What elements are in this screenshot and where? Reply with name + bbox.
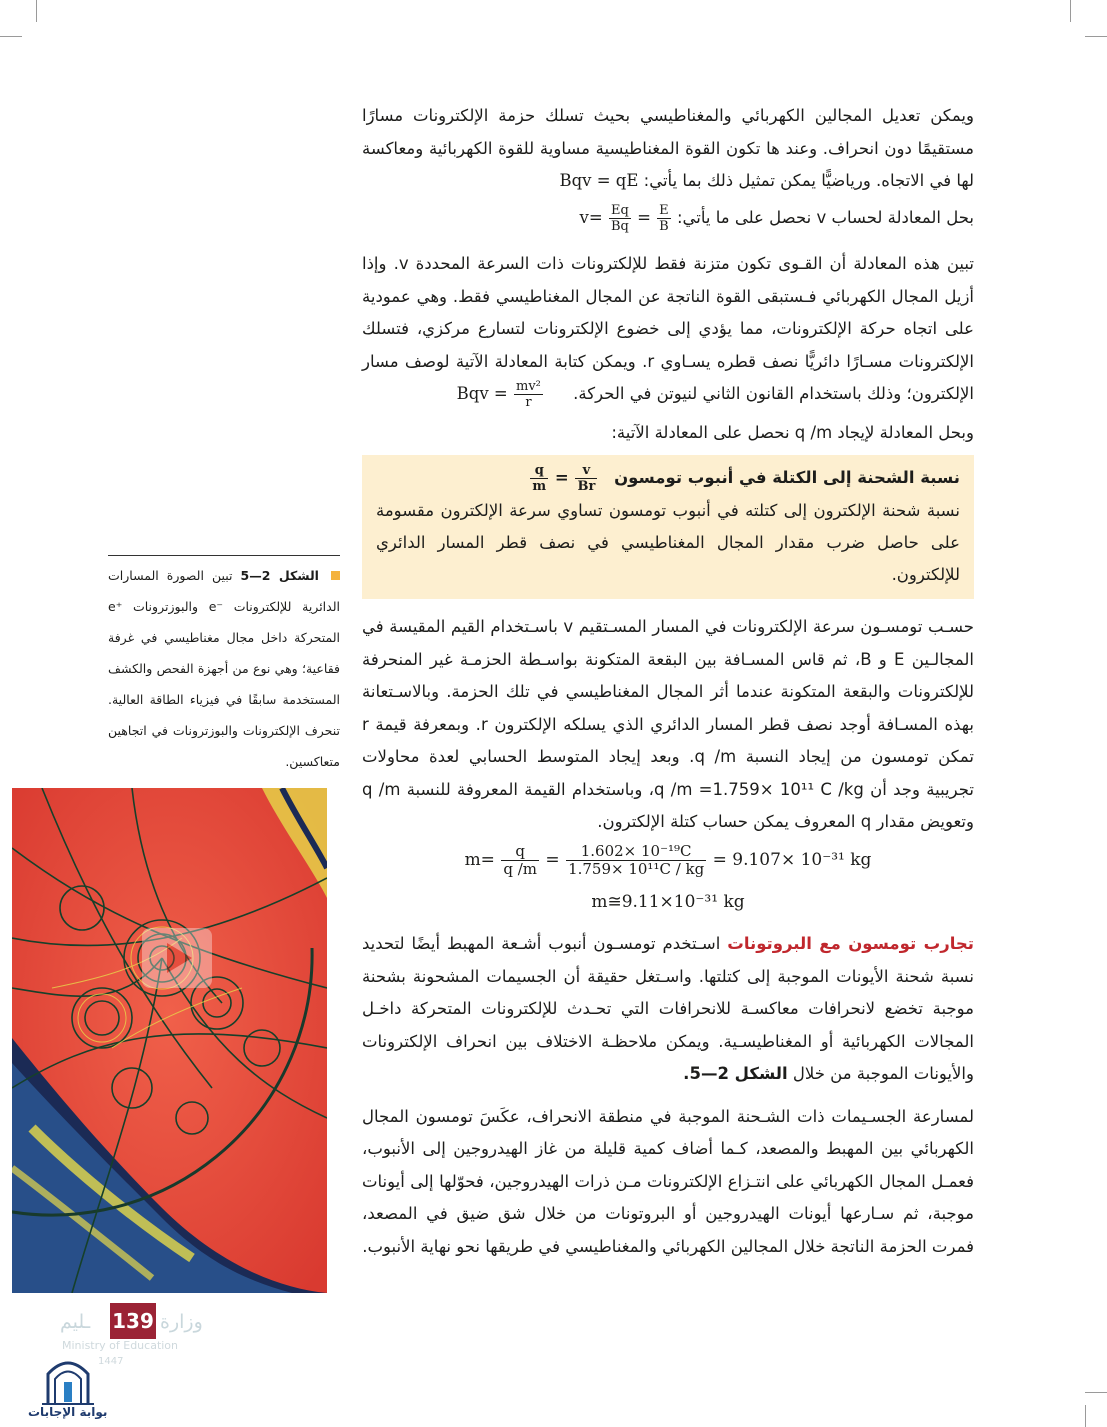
equation-force-balance: Bqv = qE (559, 171, 639, 190)
figure-caption (108, 555, 340, 777)
equation-charge-mass-ratio: $\frac{q}{m}$ = $\frac{v}{Br}$ (532, 463, 596, 494)
page-number: 139 (110, 1303, 156, 1339)
ministry-watermark-en: Ministry of Education (62, 1339, 179, 1352)
fraction-q-over-qm: $\frac{q}{q /m}$ (503, 841, 537, 878)
paragraph-5: حسـب تومسـون سرعة الإلكترونات في المسار المسـتقيم v باسـتخدام القيم المقيسة في المجالـين E و B، ثم قاس المسـافة بين البقعة المتكونة بواسـطة الحزمـة غير المنحرفة للإلكترونات والبقعة المتكونة عندما أثر المجال المغناطيسي في تلك الحزمة. وبالاسـتعانة بهذه المسـافة أوجد نصف قطر المسار الدائري الذي يسلكه الإلكترون r. وبمعرفة قيمة r تمكن تومسون من إيجاد النسبة q /m. وبعد إيجاد المتوسط الحسابي لعدة محاولات تجريبية وجد أن q /m =1.759× 10¹¹ C /kg، وباستخدام القيمة المعروفة للنسبة q /m وتعويض مقدار q المعروف يمكن حساب كتلة الإلكترون. (362, 617, 974, 831)
bubble-chamber-photo (12, 788, 327, 1293)
paragraph-7: لمسارعة الجسـيمات ذات الشـحنة الموجبة في منطقة الانحراف، عكَسَ تومسون المجال الكهربائي بين المهبط والمصعد، كـما أضاف كمية قليلة من غاز الهيدروجين إلى الأنبوب، فعمـل المجال الكهربائي على انتـزاع الإلكترونات مـن ذرات الهيدروجين، فحوّلها إلى أيونات موجبة، ثم سـارعها أيونات الهيدروجين أو البروتونات من خلال شق ضيق في المصعد، فمرت الحزمة الناتجة خلال المجالين الكهربائي والمغناطيسي في طريقها نحو نهاية الأنبوب. (362, 1106, 974, 1256)
fraction-e-b: $\frac{E}{B}$ (659, 202, 669, 234)
paragraph-6: تجارب تومسون مع البروتونات اسـتخدم تومسـون أنبوب أشـعة المهبط أيضًا لتحديد نسبة شحنة الأيونات الموجبة إلى كتلتها. واسـتغل حقيقة أن الجسيمات المشحونة بشحنة موجبة تخضع لانحرافات معاكسـة للانحرافات التي تحـدث للإلكترونات المتحركة داخـل المجالات الكهربائية أو المغناطيسـية. ويمكن ملاحظـة الاختلاف بين انحراف الإلكترونات والأيونات الموجبة من خلال الشكل 2—5. (362, 934, 974, 1083)
paragraph-3 (362, 248, 974, 411)
fraction-mv2-r: $\frac{\text{mv²}}{r}$ (516, 379, 541, 410)
paragraph-2 (362, 202, 974, 235)
crop-mark (1085, 1405, 1086, 1427)
fraction-eq-bq: $\frac{Eq}{Bq}$ (610, 202, 629, 234)
ministry-watermark-2: وزارة (160, 1311, 203, 1333)
paragraph-2-text: بحل المعادلة لحساب v نحصل على ما يأتي: (676, 207, 974, 227)
caption-label: الشكل 2—5 (240, 568, 319, 583)
key-equation-description: نسبة شحنة الإلكترون إلى كتلته في أنبوب تومسون تساوي سرعة الإلكترون مقسومة على حاصل ضرب مقدار المجال المغناطيسي في نصف قطر المسار الدائري للإلكترون. (376, 501, 960, 584)
main-text-column (362, 100, 974, 1263)
equation-electron-mass-approx: m≅9.11×10⁻³¹ kg (591, 891, 745, 912)
answers-portal-logo-text: بوابة الإجابات (28, 1405, 108, 1419)
crop-mark (1085, 36, 1107, 37)
spacer (362, 234, 974, 248)
equation-newton: Bqv = $\frac{\text{mv²}}{r}$ (456, 379, 541, 410)
crop-mark (1085, 1392, 1107, 1393)
caption-marker-icon (331, 571, 340, 580)
paragraph-4: وبحل المعادلة لإيجاد q /m نحصل على المعادلة الآتية: (611, 422, 974, 442)
ministry-watermark: ـليم (60, 1311, 91, 1333)
crop-mark (1070, 0, 1071, 22)
equation-electron-mass: m= $\frac{q}{q /m}$ = $\frac{\text{1.602× 10⁻¹⁹C}}{\text{1.759× 10¹¹C / kg}}$ = 9.107× 10⁻³¹ kg (464, 841, 872, 878)
paragraph-1-text: ويمكن تعديل المجالين الكهربائي والمغناطيسي بحيث تسلك حزمة الإلكترونات مسارًا مستقيمًا دون انحراف. وعند ها تكون القوة المغناطيسية مساوية للقوة الكهربائية ومعاكسة لها في الاتجاه. ورياضيًّا يمكن تمثيل ذلك بما يأتي: (362, 106, 974, 190)
crop-mark (0, 36, 22, 37)
caption-text: تبين الصورة المسارات الدائرية للإلكترونات ‎e⁻‎ والبوزترونات ‎e⁺‎ المتحركة داخل مجال مغناطيسي في غرفة فقاعية؛ وهي نوع من أجهزة الفحص والكشف المستخدمة سابقًا في فيزياء الطاقة العالية. تنحرف الإلكترونات والبوزترونات في اتجاهين متعاكسين. (108, 568, 340, 769)
key-equation-box (362, 455, 974, 599)
key-equation-title: نسبة الشحنة إلى الكتلة في أنبوب تومسون $\frac{q}{m}$ = $\frac{v}{Br}$ (376, 461, 960, 495)
fraction-values: $\frac{\text{1.602× 10⁻¹⁹C}}{\text{1.759× 10¹¹C / kg}}$ (568, 841, 705, 878)
crop-mark (36, 0, 37, 22)
equation-velocity: v= $\frac{Eq}{Bq}$ = $\frac{E}{B}$ (579, 202, 669, 234)
spacer (362, 1091, 974, 1101)
ministry-watermark-year: 1447 (98, 1356, 124, 1367)
paragraph-1 (362, 100, 974, 198)
section-heading-protons: تجارب تومسون مع البروتونات (727, 934, 974, 953)
figure-reference: الشكل 2—5. (683, 1064, 788, 1083)
fraction-q-m: $\frac{q}{m}$ (532, 463, 547, 494)
paragraph-3-text: تبين هذه المعادلة أن القـوى تكون متزنة فقط للإلكترونات ذات السرعة المحددة v. وإذا أزيل المجال الكهربائي فـستبقى القوة الناتجة عن المجال المغناطيسي فقط. وهي عمودية على اتجاه حركة الإلكترونات، مما يؤدي إلى خضوع الإلكترونات لتسارع مركزي، فتسلك الإلكترونات مسـارًا دائريًّا نصف قطره يسـاوي r. ويمكن كتابة المعادلة الآتية لوصف مسار الإلكترون؛ وذلك باستخدام القانون الثاني لنيوتن في الحركة. (362, 254, 974, 403)
fraction-v-br: $\frac{v}{Br}$ (577, 463, 596, 494)
